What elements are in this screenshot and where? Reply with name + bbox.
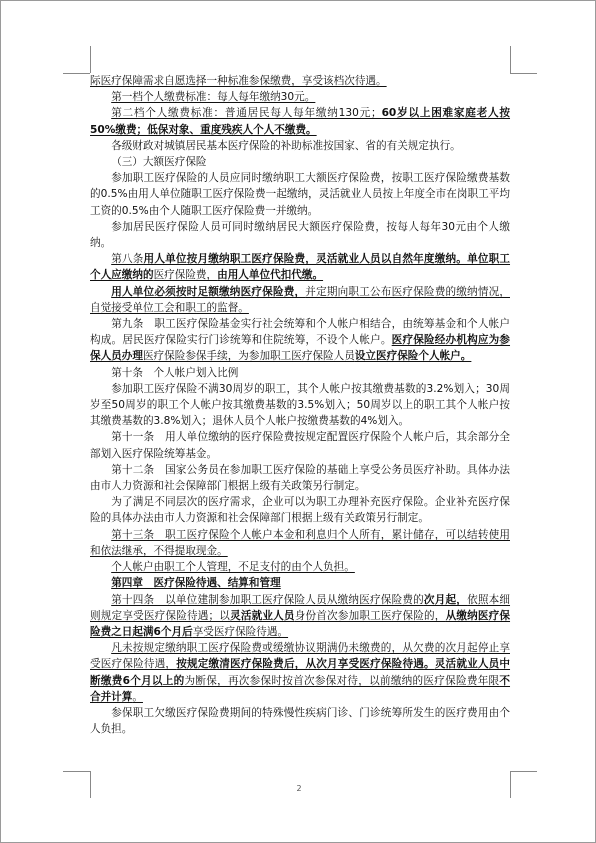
text-run: 。 [132, 690, 143, 703]
crop-mark-top-right-h [510, 73, 537, 74]
article-10 [90, 365, 510, 381]
text-run: 第十条 个人帐户划入比例 [111, 366, 239, 379]
text-run: 为断保，再次参保时按首次参保对待，以前缴纳的医疗保险费年限 [184, 674, 500, 687]
paragraph [90, 219, 510, 251]
text-run: 医疗保险参保手续，为参加职工医疗保险人员 [142, 350, 355, 363]
text-run: 第二档个人缴费标准：普通居民每人每年缴纳130元； [111, 107, 382, 120]
paragraph [90, 640, 510, 705]
article-8 [90, 251, 510, 283]
paragraph [90, 170, 510, 219]
document-body [90, 73, 510, 737]
text-run: 际医疗保障需求自愿选择一种标准参保缴费，享受该档次待遇。 [90, 75, 387, 87]
paragraph [90, 381, 510, 430]
text-run: 第十三条 职工医疗保险个人帐户本金和利息归个人所有，累计储存，可以结转使用和依法继承，不得提取现金。 [90, 528, 510, 557]
text-run: 由用人单位代扣代缴。 [217, 269, 324, 282]
chapter-heading [90, 575, 510, 591]
paragraph [90, 284, 510, 316]
crop-mark-bottom-right-h [510, 771, 537, 772]
crop-mark-bottom-left-h [63, 771, 90, 772]
article-13 [90, 527, 510, 559]
text-run: 凡未按规定缴纳职工医疗保险费或缓缴协议期满仍未缴费的，从欠费的次月起停止享受医疗保险待遇， [90, 642, 510, 671]
article-14 [90, 592, 510, 641]
text-run: 第十二条 国家公务员在参加职工医疗保险的基础上享受公务员医疗补助。具体办法由市人力资源和社会保障部门根据上级有关政策另行制定。 [90, 463, 510, 493]
paragraph [90, 138, 510, 154]
paragraph [90, 89, 510, 105]
text-run: 各级财政对城镇居民基本医疗保险的补助标准按国家、省的有关规定执行。 [111, 139, 461, 152]
text-run: （三）大额医疗保险 [111, 156, 207, 169]
text-run: 个人帐户由职工个人管理，不足支付的由个人负担。 [111, 561, 355, 574]
paragraph [90, 105, 510, 137]
text-run: 灵活就业人员 [230, 609, 295, 622]
article-number: 第八条 [111, 253, 144, 266]
paragraph [90, 494, 510, 526]
text-run: 医疗保险经办机构应为参保人员办理 [90, 334, 511, 363]
text-run: 身份首次参加职工医疗保险的， [294, 609, 446, 622]
text-run: 不合并计算 [90, 674, 511, 703]
text-run: 医疗保险费， [153, 269, 218, 282]
text-run: 用人单位必须按时足额缴纳医疗保险费， [111, 285, 306, 298]
paragraph [90, 73, 510, 89]
paragraph [90, 559, 510, 575]
text-run: 并定期向职工公布医疗保险费的缴纳情况，自觉接受单位工会和职工的监督。 [90, 285, 510, 314]
article-9 [90, 316, 510, 365]
text-run: 参加居民医疗保险人员可同时缴纳居民大额医疗保险费，按每人每年30元由个人缴纳。 [90, 220, 510, 250]
text-run: 为了满足不同层次的医疗需求，企业可以为职工办理补充医疗保险。企业补充医疗保险的具体办法由市人力资源和社会保障部门根据上级有关政策另行制定。 [90, 496, 510, 525]
text-run: 参保职工欠缴医疗保险费期间的特殊慢性疾病门诊、门诊统筹所发生的医疗费用由个人负担。 [90, 706, 510, 736]
page-number: 2 [296, 784, 302, 793]
article-12 [90, 462, 510, 494]
text-run: 第四章 医疗保险待遇、结算和管理 [111, 577, 281, 590]
text-run: 按规定缴清医疗保险费后，从次月享受医疗保险待遇。 [176, 658, 435, 671]
text-run: 60岁以上困难家庭老人按50%缴费；低保对象、重度残疾人个人不缴费。 [90, 107, 511, 136]
text-run: 设立医疗保险个人帐户。 [354, 350, 472, 363]
crop-mark-top-left-h [63, 73, 90, 74]
text-run: 灵活就业人员中断缴费6个月以上的 [90, 658, 511, 687]
text-run: 参加职工医疗保险不满30周岁的职工，其个人帐户按其缴费基数的3.2%划入；30周岁至50周岁的职工个人帐户按其缴费基数的3.5%划入；50周岁以上的职工其个人帐户按其缴费基数的3.8%划入；退休人员个人帐户按缴费基数的4%划入。 [90, 382, 510, 428]
text-run: 从缴纳医疗保险费之日起满6个月后 [90, 609, 511, 638]
text-run: 享受医疗保险待遇。 [192, 625, 289, 638]
crop-mark-top-right-v [510, 46, 511, 73]
text-run: 第十一条 用人单位缴纳的医疗保险费按规定配置医疗保险个人帐户后，其余部分全部划入医疗保险统筹基金。 [90, 431, 510, 460]
text-run: 第九条 职工医疗保险基金实行社会统筹和个人帐户相结合，由统筹基金和个人帐户构成。居民医疗保险实行门诊统筹和住院统筹，不设个人帐户。 [90, 318, 510, 347]
text-run: 依照本细则规定享受医疗保险待遇；以 [90, 593, 511, 622]
paragraph [90, 705, 510, 737]
text-run: 参加职工医疗保险的人员应同时缴纳职工大额医疗保险费，按职工医疗保险缴费基数的0.5%由用人单位随职工医疗保险费一起缴纳，灵活就业人员按上年度全市在岗职工平均工资的0.5%由个人随职工医疗保险费一并缴纳。 [90, 172, 510, 217]
article-11 [90, 429, 510, 461]
section-heading [90, 154, 510, 170]
crop-mark-top-left-v [90, 46, 91, 73]
text-run: 灵活就业人员以自然年度缴纳。单位职工个人应缴纳的 [90, 253, 511, 282]
text-run: 用人单位按月缴纳职工医疗保险费， [143, 253, 317, 266]
text-run: 第一档个人缴费标准：每人每年缴纳30元。 [111, 91, 316, 104]
text-run: 次月起， [423, 593, 468, 606]
text-run: 第十四条 以单位建制参加职工医疗保险人员从缴纳医疗保险费的 [111, 593, 424, 606]
